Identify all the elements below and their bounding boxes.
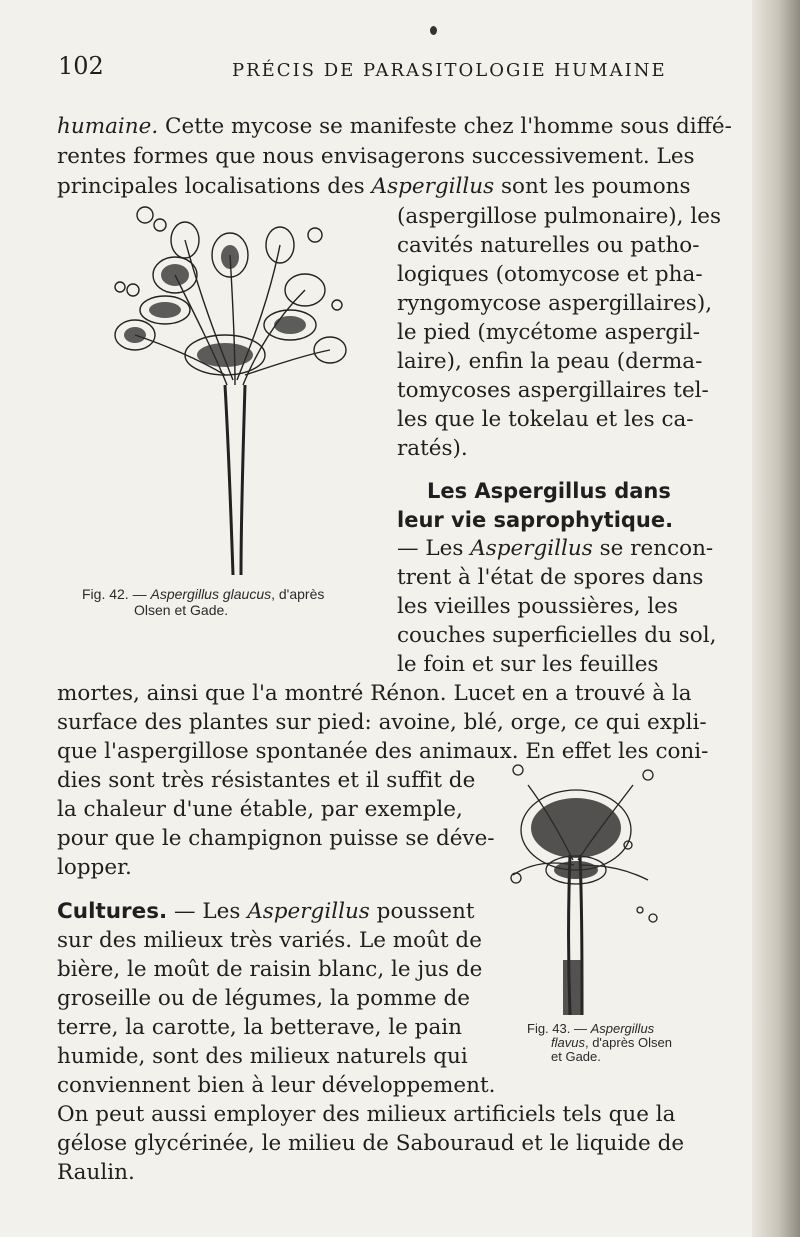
text-line: logiques (otomycose et pha-	[397, 262, 703, 287]
text-line: les que le tokelau et les ca-	[397, 407, 694, 432]
text-line: On peut aussi employer des milieux artificiels tels que la	[57, 1102, 676, 1127]
text-line: dies sont très résistantes et il suffit de	[57, 768, 476, 793]
text-line: conviennent bien à leur développement.	[57, 1073, 496, 1098]
text-line: cavités naturelles ou patho-	[397, 233, 700, 258]
text-line: le pied (mycétome aspergil-	[397, 320, 701, 345]
text-line: la chaleur d'une étable, par exemple,	[57, 797, 463, 822]
aspergillus-flavus-figure	[508, 760, 668, 1020]
text-line: couches superficielles du sol,	[397, 623, 717, 648]
aspergillus-glaucus-figure	[105, 195, 350, 580]
text-line: (aspergillose pulmonaire), les	[397, 204, 721, 229]
text-line: que l'aspergillose spontanée des animaux. En effet les coni-	[57, 739, 709, 764]
text-line: laire), enfin la peau (derma-	[397, 349, 703, 374]
text-line: bière, le moût de raisin blanc, le jus de	[57, 957, 483, 982]
text-line: Raulin.	[57, 1160, 135, 1185]
text-line: ratés).	[397, 436, 468, 461]
ink-spot	[430, 26, 437, 35]
text-line: groseille ou de légumes, la pomme de	[57, 986, 470, 1011]
text-line: lopper.	[57, 855, 132, 880]
text-line: surface des plantes sur pied: avoine, blé, orge, ce qui expli-	[57, 710, 707, 735]
text-line: ryngomycose aspergillaires),	[397, 291, 713, 316]
text-line: trent à l'état de spores dans	[397, 565, 704, 590]
section-heading: leur vie saprophytique.	[397, 508, 674, 532]
text-line: principales localisations des Aspergillus sont les poumons	[57, 174, 691, 199]
text-line: tomycoses aspergillaires tel-	[397, 378, 709, 403]
figure-43-caption: Fig. 43. — Aspergillus flavus, d'après Olsen et Gade.	[527, 1021, 672, 1064]
text-line: sur des milieux très variés. Le moût de	[57, 928, 482, 953]
text-line: Cultures. — Les Aspergillus poussent	[57, 899, 475, 924]
text-line: humide, sont des milieux naturels qui	[57, 1044, 468, 1069]
page-edge-shadow	[752, 0, 800, 1237]
text-line: terre, la carotte, la betterave, le pain	[57, 1015, 462, 1040]
figure-42-caption: Fig. 42. — Aspergillus glaucus, d'après Olsen et Gade.	[82, 586, 325, 618]
text-line: mortes, ainsi que l'a montré Rénon. Lucet en a trouvé à la	[57, 681, 692, 706]
text-line: les vieilles poussières, les	[397, 594, 678, 619]
text-line: le foin et sur les feuilles	[397, 652, 659, 677]
text-line: — Les Aspergillus se rencon-	[397, 536, 714, 561]
text-line: gélose glycérinée, le milieu de Sabouraud et le liquide de	[57, 1131, 685, 1156]
running-title: PRÉCIS DE PARASITOLOGIE HUMAINE	[232, 60, 667, 81]
text-line: humaine. Cette mycose se manifeste chez l'homme sous diffé-	[57, 114, 732, 139]
page-number: 102	[58, 52, 104, 80]
section-heading: Les Aspergillus dans	[427, 479, 671, 503]
text-line: rentes formes que nous envisagerons successivement. Les	[57, 144, 695, 169]
text-line: pour que le champignon puisse se déve-	[57, 826, 495, 851]
